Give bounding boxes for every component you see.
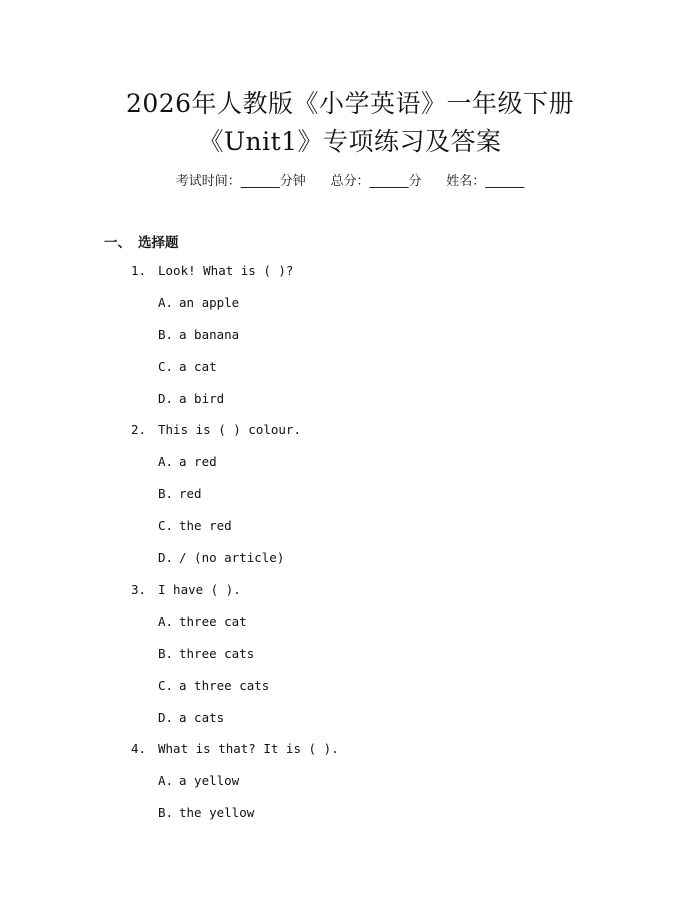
question-4-option-b-key: B. bbox=[158, 805, 174, 820]
question-3-option-a-key: A. bbox=[158, 614, 174, 629]
question-3-option-b-text: three cats bbox=[179, 646, 255, 661]
question-2-option-d-key: D. bbox=[158, 550, 174, 565]
question-1-option-a-text: an apple bbox=[179, 295, 240, 310]
question-3-option-b-key: B. bbox=[158, 646, 174, 661]
question-2-option-a-key: A. bbox=[158, 454, 174, 469]
question-3-text: I have ( ). bbox=[158, 582, 241, 597]
section-heading bbox=[104, 231, 179, 251]
question-2-option-c-key: C. bbox=[158, 518, 174, 533]
question-2-option-c-text: the red bbox=[179, 518, 232, 533]
question-3-option-d-text: a cats bbox=[179, 710, 225, 725]
question-3-option-d-key: D. bbox=[158, 710, 174, 725]
question-3-number: 3. bbox=[131, 582, 147, 597]
document-title-line-1: 2026年人教版《小学英语》一年级下册 bbox=[125, 89, 575, 118]
question-2-option-d-text: / (no article) bbox=[179, 550, 285, 565]
question-3-option-c-key: C. bbox=[158, 678, 174, 693]
question-1-option-c-key: C. bbox=[158, 359, 174, 374]
question-1-option-b-text: a banana bbox=[179, 327, 240, 342]
question-4-number: 4. bbox=[131, 741, 147, 756]
question-1-number: 1. bbox=[131, 263, 147, 278]
question-2-option-b-key: B. bbox=[158, 486, 174, 501]
question-1-option-c-text: a cat bbox=[179, 359, 217, 374]
document-title-line-2: 《Unit1》专项练习及答案 bbox=[198, 127, 502, 156]
question-2-option-a-text: a red bbox=[179, 454, 217, 469]
question-1-option-d-text: a bird bbox=[179, 391, 225, 406]
exam-info-line: 考试时间：______分钟 总分：______分 姓名：______ bbox=[175, 174, 525, 189]
question-4-option-a-text: a yellow bbox=[179, 773, 240, 788]
question-4-option-b-text: the yellow bbox=[179, 805, 255, 820]
section-title: 选择题 bbox=[138, 235, 179, 251]
question-1-option-b-key: B. bbox=[158, 327, 174, 342]
question-1-option-d-key: D. bbox=[158, 391, 174, 406]
question-3-option-c-text: a three cats bbox=[179, 678, 270, 693]
question-4-option-a-key: A. bbox=[158, 773, 174, 788]
question-3-option-a-text: three cat bbox=[179, 614, 247, 629]
question-4-text: What is that? It is ( ). bbox=[158, 741, 339, 756]
question-2-option-b-text: red bbox=[179, 486, 202, 501]
section-number: 一、 bbox=[104, 235, 131, 251]
question-1-text: Look! What is ( )? bbox=[158, 263, 294, 278]
question-1-option-a-key: A. bbox=[158, 295, 174, 310]
question-2-text: This is ( ) colour. bbox=[158, 422, 301, 437]
question-2-number: 2. bbox=[131, 422, 147, 437]
